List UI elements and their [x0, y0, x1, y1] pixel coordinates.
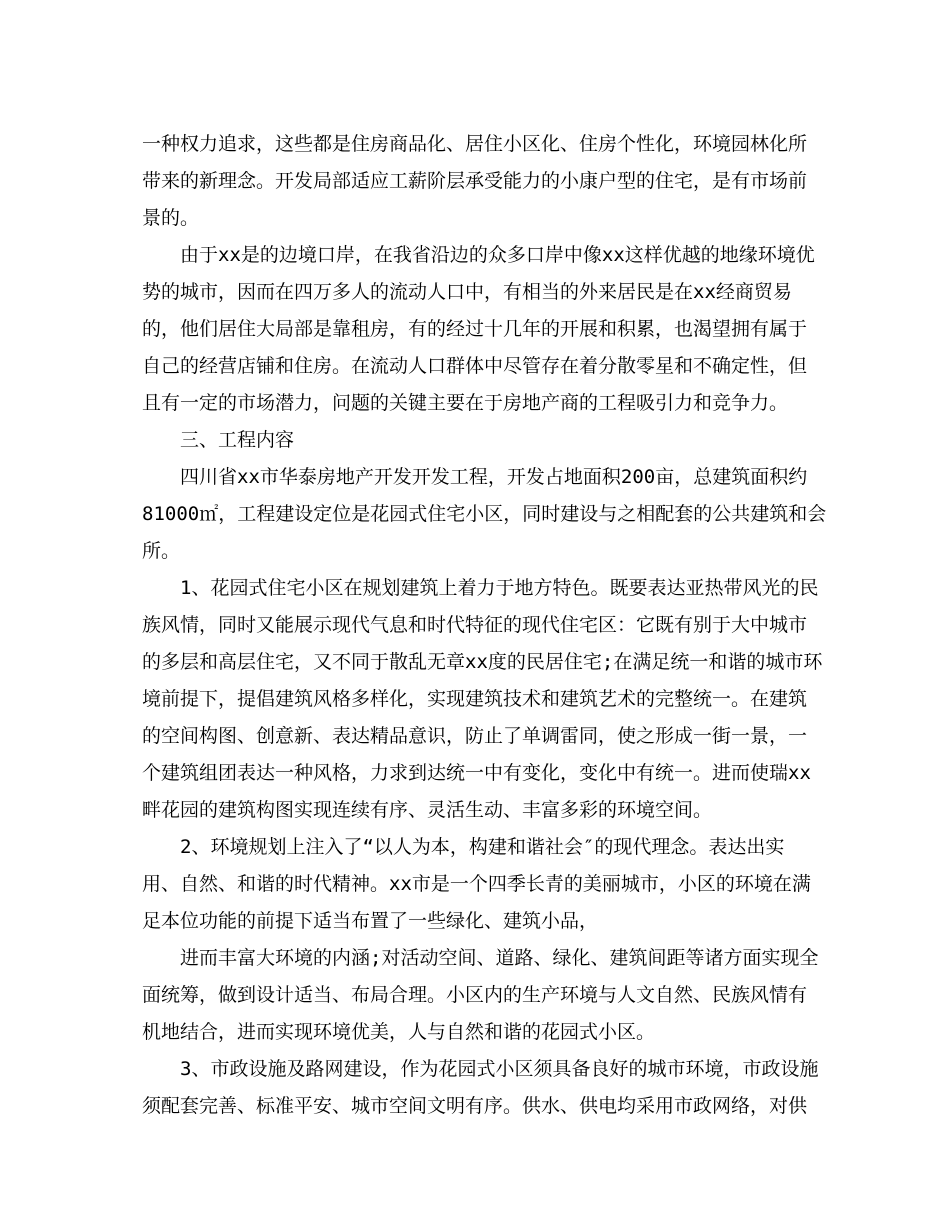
text-line: 的空间构图、创意新、表达精品意识，防止了单调雷同，使之形成一街一景，一 [142, 725, 808, 747]
text-line: 所。 [142, 540, 181, 562]
text-line: 个建筑组团表达一种风格，力求到达统一中有变化，变化中有统一。进而使瑞xx [142, 762, 811, 784]
text-line: 2、环境规划上注入了“以人为本，构建和谐社会″的现代理念。表达出实 [180, 836, 785, 858]
text-line: 用、自然、和谐的时代精神。xx市是一个四季长青的美丽城市，小区的环境在满 [142, 873, 811, 895]
text-line: 族风情，同时又能展示现代气息和时代特征的现代住宅区：它既有别于大中城市 [142, 614, 808, 636]
text-line: 须配套完善、标准平安、城市空间文明有序。供水、供电均采用市政网络，对供 [142, 1095, 808, 1117]
text-line: 进而丰富大环境的内涵;对活动空间、道路、绿化、建筑间距等诸方面实现全 [180, 947, 819, 969]
text-line: 带来的新理念。开发局部适应工薪阶层承受能力的小康户型的住宅，是有市场前 [142, 170, 808, 192]
text-line: 畔花园的建筑构图实现连续有序、灵活生动、丰富多彩的环境空间。 [142, 799, 713, 821]
text-line: 景的。 [142, 207, 200, 229]
text-line: 且有一定的市场潜力，问题的关键主要在于房地产商的工程吸引力和竞争力。 [142, 392, 789, 414]
text-line: 足本位功能的前提下适当布置了一些绿化、建筑小品， [142, 910, 599, 932]
text-line: 的多层和高层住宅，又不同于散乱无章xx度的民居住宅;在满足统一和谐的城市环 [142, 651, 823, 673]
text-line: 境前提下，提倡建筑风格多样化，实现建筑技术和建筑艺术的完整统一。在建筑 [142, 688, 808, 710]
text-line: 面统筹，做到设计适当、布局合理。小区内的生产环境与人文自然、民族风情有 [142, 984, 808, 1006]
text-line: 由于xx是的边境口岸，在我省沿边的众多口岸中像xx这样优越的地缘环境优 [180, 244, 815, 266]
text-line: 1、花园式住宅小区在规划建筑上着力于地方特色。既要表达亚热带风光的民 [180, 577, 819, 599]
text-line: 机地结合，进而实现环境优美，人与自然和谐的花园式小区。 [142, 1021, 656, 1043]
text-line: 四川省xx市华泰房地产开发开发工程，开发占地面积200亩，总建筑面积约 [180, 466, 808, 488]
text-line: 自己的经营店铺和住房。在流动人口群体中尽管存在着分散零星和不确定性，但 [142, 355, 808, 377]
text-line: 势的城市，因而在四万多人的流动人口中，有相当的外来居民是在xx经商贸易 [142, 281, 792, 303]
text-line: 81000㎡，工程建设定位是花园式住宅小区，同时建设与之相配套的公共建筑和会 [142, 503, 827, 525]
text-line: 3、市政设施及路网建设，作为花园式小区须具备良好的城市环境，市政设施 [180, 1058, 819, 1080]
section-heading: 三、工程内容 [180, 429, 295, 451]
text-line: 的，他们居住大局部是靠租房，有的经过十几年的开展和积累，也渴望拥有属于 [142, 318, 808, 340]
text-line: 一种权力追求，这些都是住房商品化、居住小区化、住房个性化，环境园林化所 [142, 133, 808, 155]
